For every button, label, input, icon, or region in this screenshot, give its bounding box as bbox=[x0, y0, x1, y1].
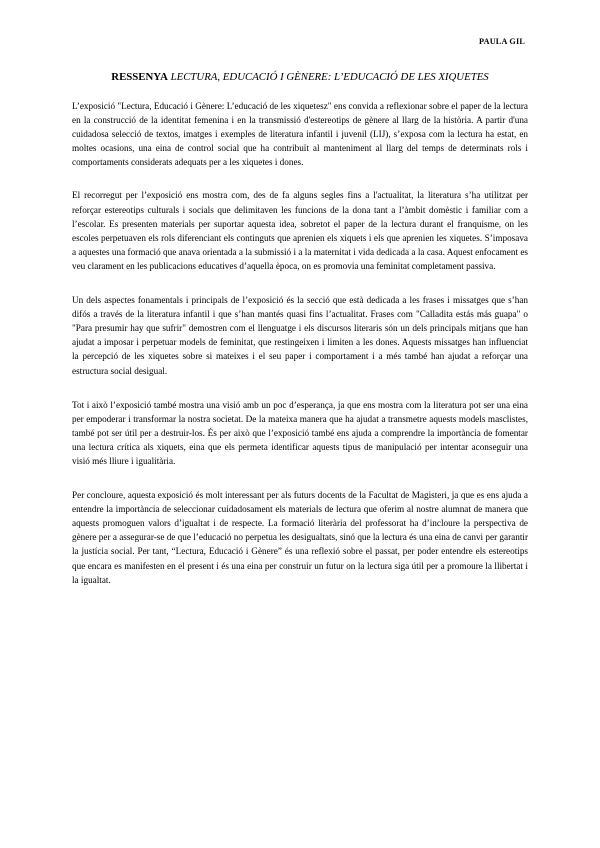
document-body bbox=[72, 99, 528, 607]
title-prefix: RESSENYA bbox=[111, 71, 168, 83]
paragraph-3: Un dels aspectes fonamentals i principals de l’exposició és la secció que està dedicada a les frases i missatges que s’han difós a través de la literatura infantil i que s’han mantés quasi fins l’actualitat. Frases com "Calladita estás más guapa" o "Para presumir hay que sufrir" demostren com el llenguatge i els discursos literaris són un dels principals mitjans que han ajudat a imposar i perpetuar models de feminitat, que restingeixen i limiten a les dones. Aquests missatges han influenciat la percepció de les xiquetes sobre si mateixes i el seu paper i comportament i a més també han ajudat a reforçar una estructura social desigual. bbox=[72, 295, 528, 376]
document-title bbox=[72, 70, 528, 84]
author-name: PAULA GIL bbox=[478, 37, 525, 46]
paragraph-5: Per concloure, aquesta exposició és molt interessant per als futurs docents de la Facultat de Magisteri, ja que es ens ajuda a entendre la importància de seleccionar cuidadosament els materials de lectura que oferim al nostre alumnat de manera que aquests promoguen valors d’igualtat i de respecte. La formació literària del professorat ha d’incloure la perspectiva de gènere per a assegurar-se de que l’educació no perpetua les desigualtats, sinó que la lectura és una eina de canvi per garantir la justícia social. Per tant, “Lectura, Educació i Gènere” és una reflexió sobre el passat, per poder entendre els estereotips que encara es manifesten en el present i és una eina per construir un futur on la lectura siga útil per a promoure la llibertat i la igualtat. bbox=[72, 490, 528, 585]
paragraph-4: Tot i això l’exposició també mostra una visió amb un poc d’esperança, ja que ens mostra com la literatura pot ser una eina per empoderar i transformar la nostra societat. De la mateixa manera que ha ajudat a transmetre aquests models masclistes, també pot ser útil per a destruir-los. És per això que l’exposició també ens ajuda a comprendre la importància de fomentar una lectura crítica als xiquets, eina que els permeta identificar aquests tipus de manipulació per intentar aconseguir una visió més lliure i igualitària. bbox=[72, 399, 528, 466]
paragraph-2: El recorregut per l’exposició ens mostra com, des de fa alguns segles fins a l'actualitat, la literatura s’ha utilitzat per reforçar estereotips culturals i socials que delimitaven les funcions de la dona tant a l’àmbit domèstic i familiar com a l’escolar. Es presenten materials per suportar aquesta idea, sobretot el paper de la lectura durant el franquisme, on les escoles perpetuaven els rols diferenciant els continguts que aprenien els xiquets i els que aprenien les xiquetes. S’imposava a aquestes una formació que anava orientada a la submissió i a la maternitat i vida dedicada a la casa. Aquest enfocament es veu clarament en les publicacions educatives d’aquella època, on es promovia una feminitat completament passiva. bbox=[72, 190, 528, 271]
paragraph-1: L’exposició "Lectura, Educació i Gènere: L’educació de les xiquetesz" ens convida a reflexionar sobre el paper de la lectura en la construcció de la identitat femenina i en la transmissió d'estereotips de gènere al llarg de la història. A partir d'una cuidadosa selecció de textos, imatges i exemples de literatura infantil i juvenil (LIJ), s’exposa com la lectura ha estat, en moltes ocasions, una eina de control social que ha contribuït al manteniment al llarg del temps de determinats rols i comportaments considerats adequats per a les xiquetes i dones. bbox=[72, 101, 528, 168]
title-main: LECTURA, EDUCACIÓ I GÈNERE: L’EDUCACIÓ DE LES XIQUETES bbox=[167, 71, 489, 83]
